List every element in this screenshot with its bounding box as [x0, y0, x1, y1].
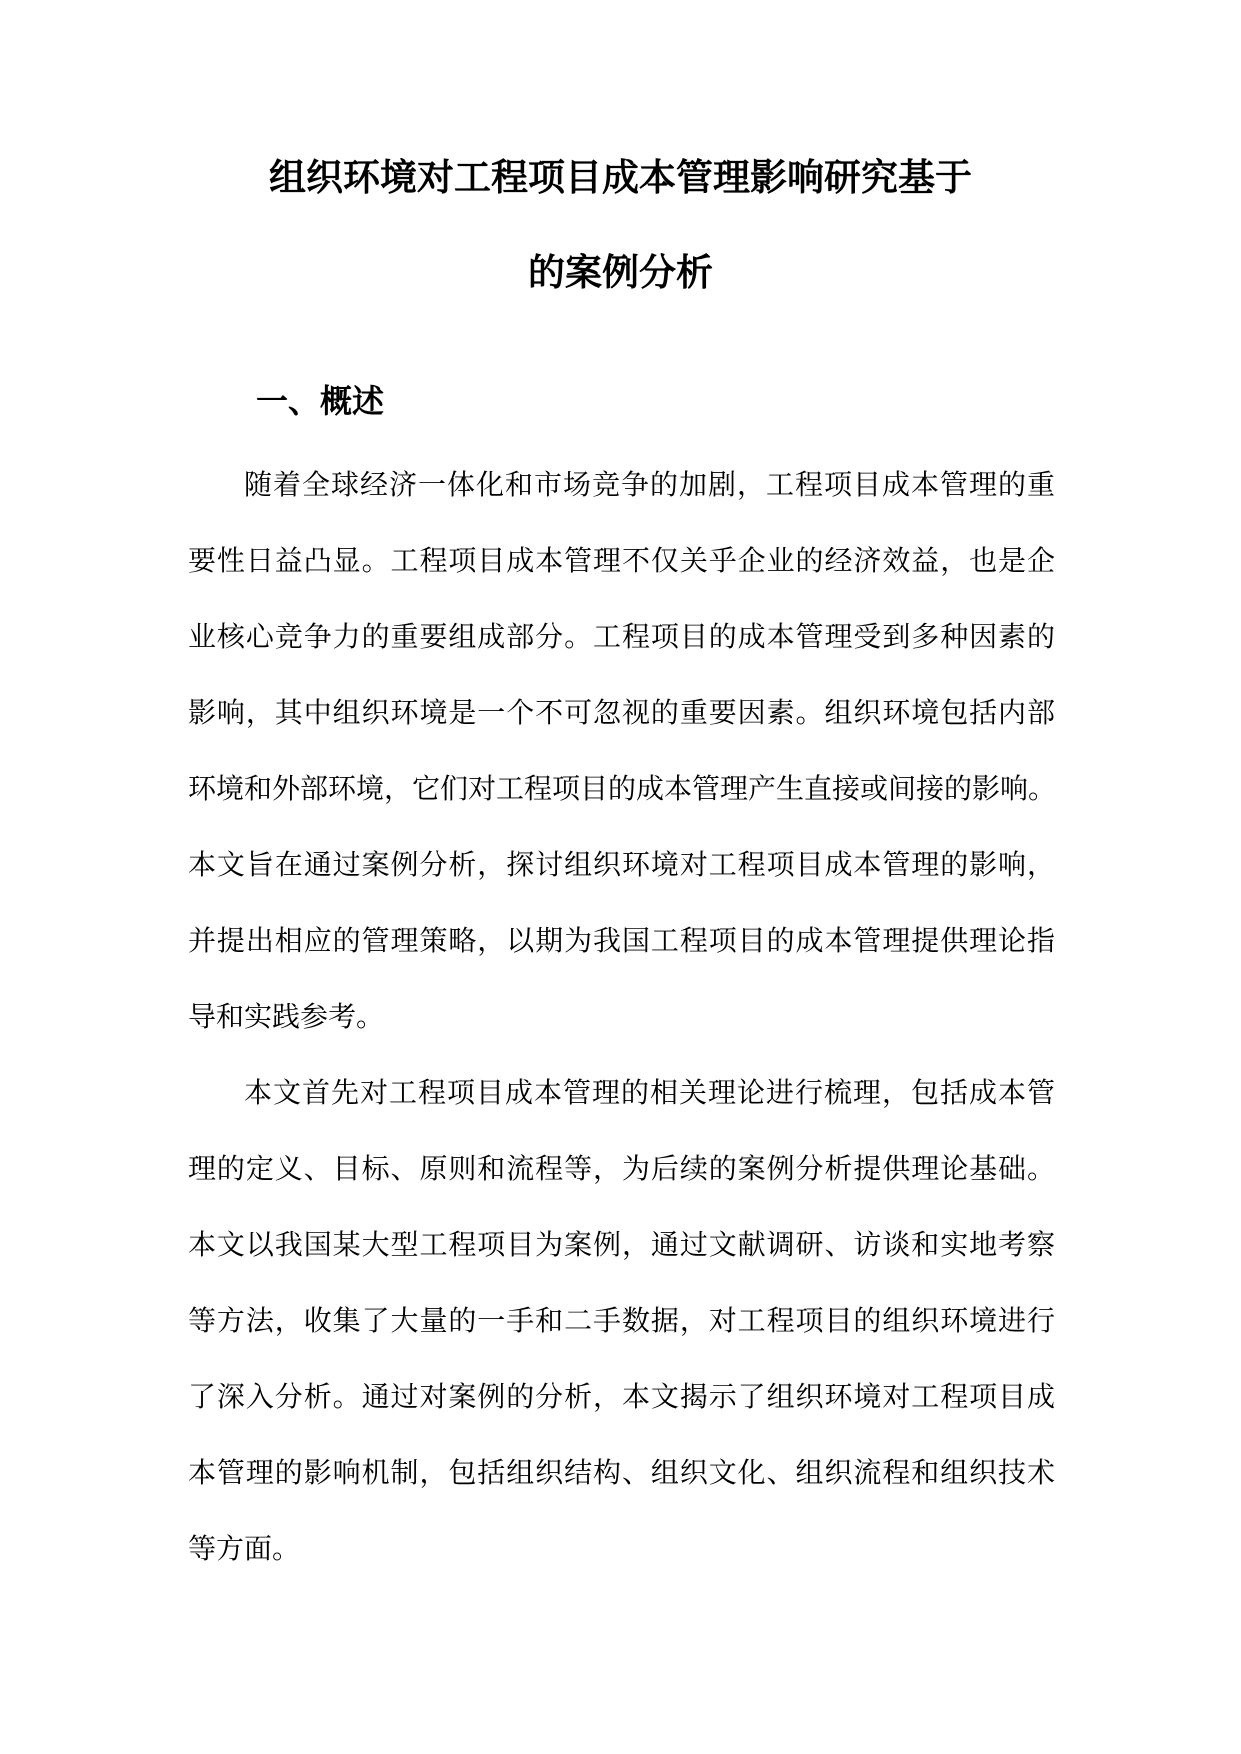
- paragraph-line: 了深入分析。通过对案例的分析，本文揭示了组织环境对工程项目成: [188, 1380, 1055, 1413]
- paragraph-line: 本管理的影响机制，包括组织结构、组织文化、组织流程和组织技术: [188, 1456, 1055, 1489]
- paragraph: [188, 447, 1055, 1055]
- paragraph-line: 导和实践参考。: [188, 1000, 385, 1033]
- paragraph: [188, 1055, 1055, 1587]
- paragraph-line: 理的定义、目标、原则和流程等，为后续的案例分析提供理论基础。: [188, 1152, 1055, 1185]
- paragraph-line: 环境和外部环境，它们对工程项目的成本管理产生直接或间接的影响。: [188, 772, 1057, 805]
- paragraph-line: 本文旨在通过案例分析，探讨组织环境对工程项目成本管理的影响，: [188, 848, 1055, 881]
- paragraph-line: 等方面。: [188, 1532, 301, 1565]
- paragraph-line: 本文首先对工程项目成本管理的相关理论进行梳理，包括成本管: [244, 1076, 1055, 1109]
- paragraph-line: 随着全球经济一体化和市场竞争的加剧，工程项目成本管理的重: [244, 468, 1055, 501]
- paragraph-line: 要性日益凸显。工程项目成本管理不仅关乎企业的经济效益，也是企: [188, 544, 1055, 577]
- paragraph-line: 本文以我国某大型工程项目为案例，通过文献调研、访谈和实地考察: [188, 1228, 1055, 1261]
- paragraph-line: 影响，其中组织环境是一个不可忽视的重要因素。组织环境包括内部: [188, 696, 1055, 729]
- title-line: 的案例分析: [528, 251, 713, 294]
- title-line: 组织环境对工程项目成本管理影响研究基于: [269, 156, 972, 199]
- page-title: [0, 130, 1241, 320]
- section-heading: 一、概述: [256, 382, 385, 420]
- paragraph-line: 业核心竞争力的重要组成部分。工程项目的成本管理受到多种因素的: [188, 620, 1055, 653]
- section-body: [188, 447, 1055, 1587]
- paragraph-line: 等方法，收集了大量的一手和二手数据，对工程项目的组织环境进行: [188, 1304, 1055, 1337]
- paragraph-line: 并提出相应的管理策略，以期为我国工程项目的成本管理提供理论指: [188, 924, 1055, 957]
